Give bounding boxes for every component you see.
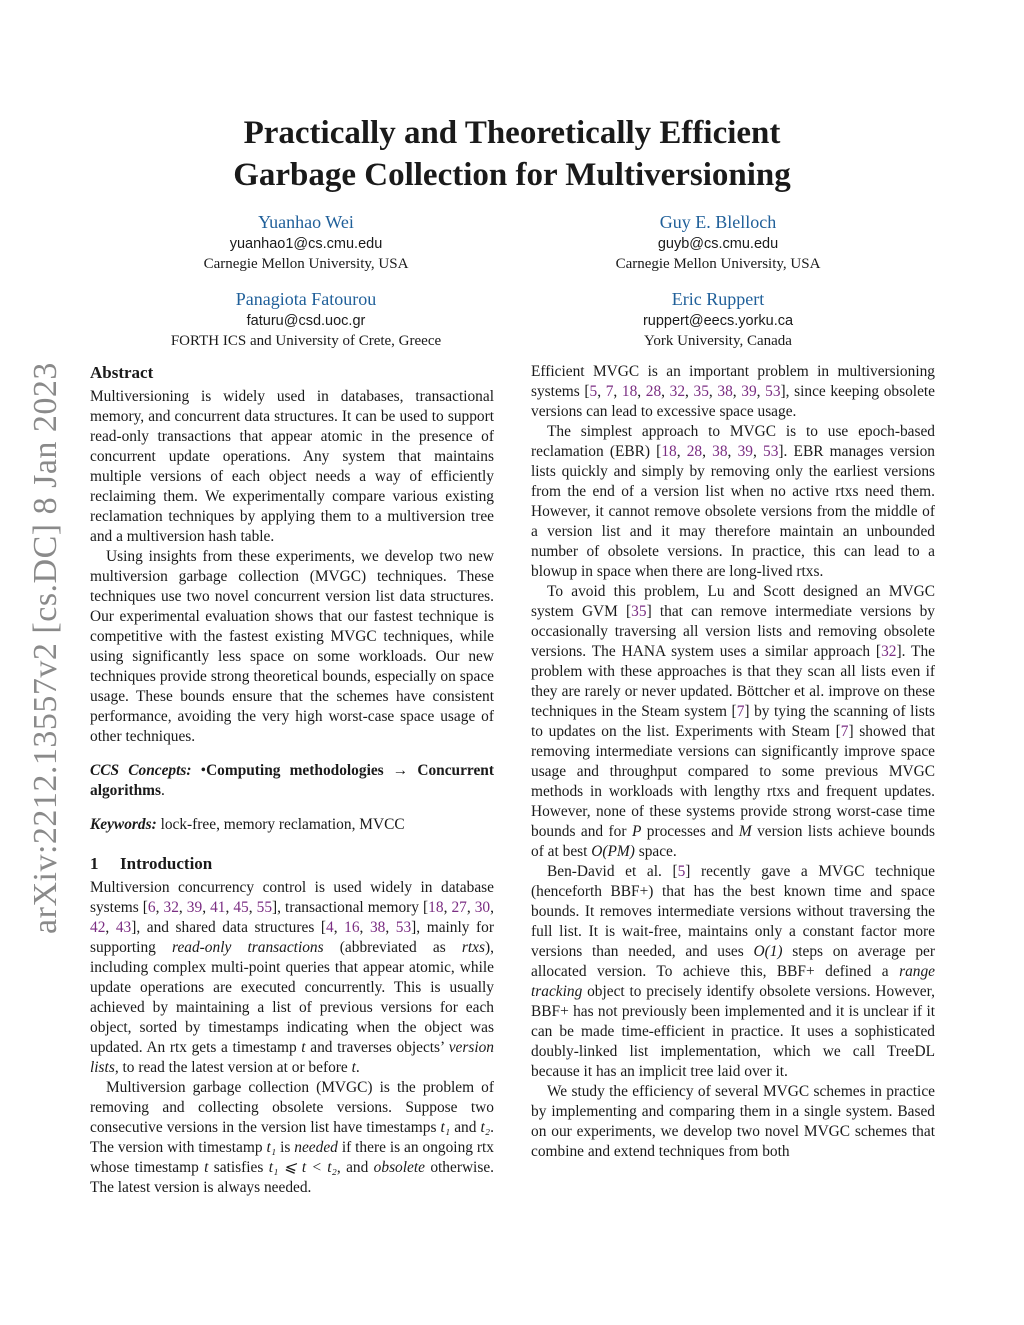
keywords-text: lock-free, memory reclamation, MVCC: [160, 816, 405, 833]
text-run: object to precisely identify obsolete versions. However, BBF+ has not previously been implemented and it is unclear if it can be made time-efficient in practice. It uses a sophisticated doubly-linked list implementation, which we call TreeDL because it has an implicit tree laid over it.: [531, 983, 935, 1080]
text-run: ]. EBR manages version lists quickly and simply by removing only the earliest versions from the end of a version list when no active rtxs need them. However, it cannot remove obsolete versions from the middle of a version list and it may therefore maintain an unbounded number of obsolete versions. In practice, this can lead to a blowup in space when there are long-lived rtxs.: [531, 443, 935, 580]
text-run: ], transactional memory [: [272, 899, 429, 916]
emphasis: range tracking: [531, 963, 935, 1000]
citation-link[interactable]: 18: [428, 899, 444, 916]
section-title: Introduction: [120, 854, 213, 873]
text-run: Multiversion garbage collection (MVGC) is the problem of removing and collecting obsolete versions. Suppose two consecutive versions in the version list have timestamps: [90, 1079, 494, 1136]
author-email: yuanhao1@cs.cmu.edu: [229, 236, 383, 252]
section-number: 1: [90, 854, 99, 873]
keywords: [90, 815, 494, 835]
citation-link[interactable]: 18: [621, 383, 638, 400]
author-affiliation: Carnegie Mellon University, USA: [615, 256, 821, 272]
author-block: [528, 287, 908, 351]
citation-list: 18, 27, 30, 42, 43: [90, 899, 494, 936]
text-run: , to read the latest version at or before: [114, 1059, 352, 1076]
author-name[interactable]: Eric Ruppert: [671, 289, 765, 309]
text-run: . The version with timestamp: [90, 1119, 494, 1156]
math-var: t: [301, 1039, 306, 1056]
citation-link[interactable]: 7: [840, 723, 849, 740]
citation-link[interactable]: 32: [669, 383, 686, 400]
author-email: guyb@cs.cmu.edu: [657, 236, 779, 252]
text-run: Ben-David et al. [: [547, 863, 678, 880]
citation-link[interactable]: 30: [474, 899, 491, 916]
emphasis: needed: [294, 1139, 338, 1156]
citation-link[interactable]: 41: [210, 899, 226, 916]
left-column: [90, 362, 494, 1198]
text-run: ] that can remove intermediate versions by occasionally traversing all version lists and removing obsolete versions. The HANA system uses a similar approach [: [531, 603, 935, 660]
text-run: satisfies: [208, 1159, 269, 1176]
text-run: and traverses objects’: [305, 1039, 449, 1056]
text-run: The simplest approach to MVGC is to use epoch-based reclamation (EBR) [: [531, 423, 935, 460]
citation-link[interactable]: 39: [741, 383, 757, 400]
citation-list: 6, 32, 39, 41, 45, 55: [147, 899, 273, 916]
text-run: ] by tying the scanning of lists to updates on the list. Experiments with Steam [: [531, 703, 935, 740]
math-var: M: [738, 823, 752, 840]
citation-link[interactable]: 38: [717, 383, 733, 400]
text-run: and: [450, 1119, 481, 1136]
text-run: Efficient MVGC is an important problem in multiversioning systems [: [531, 363, 935, 400]
math-var: t: [204, 1159, 209, 1176]
author-block: [116, 210, 496, 274]
paper-title: [90, 112, 934, 196]
math-var: t₂: [480, 1119, 491, 1136]
citation-link[interactable]: 39: [737, 443, 753, 460]
text-run: ], and shared data structures [: [131, 919, 327, 936]
math-var: t: [351, 1059, 356, 1076]
arxiv-id: arXiv:2212.13557v2 [cs.DC] 8 Jan 2023: [27, 362, 65, 934]
text-run: ] recently gave a MVGC technique (henceforth BBF+) that has the best known time and space bounds. It removes intermediate versions without traversing the full list. It is wait-free, maintains only a constant factor more versions than needed, and uses: [531, 863, 935, 960]
title-line-2: Garbage Collection for Multiversioning: [233, 157, 791, 193]
author-affiliation: FORTH ICS and University of Crete, Greece: [170, 333, 442, 349]
emphasis: read-only transactions: [172, 939, 324, 956]
citation-link[interactable]: 53: [765, 383, 781, 400]
body-paragraph: [531, 362, 935, 422]
body-paragraph: [531, 582, 935, 862]
citation-link[interactable]: 38: [712, 443, 728, 460]
author-affiliation: Carnegie Mellon University, USA: [203, 256, 409, 272]
citation-link[interactable]: 27: [451, 899, 467, 916]
text-run: ), including complex multi-point queries that appear atomic, while update operations are executed concurrently. This is usually achieved by maintaining a list of previous versions for each object, sorted by timestamps indicating when the object was updated. An rtx gets a timestamp: [90, 939, 494, 1056]
citation-list: 18, 28, 38, 39, 53: [661, 443, 779, 460]
author-affiliation: York University, Canada: [644, 333, 792, 349]
emphasis: obsolete: [373, 1159, 425, 1176]
citation-link[interactable]: 16: [344, 919, 360, 936]
intro-paragraph: [90, 878, 494, 1078]
citation-link[interactable]: 28: [645, 383, 662, 400]
text-run: processes and: [641, 823, 739, 840]
citation-link[interactable]: 39: [186, 899, 203, 916]
section-heading: [90, 853, 494, 875]
math-expression: O(PM): [591, 843, 635, 860]
author-name[interactable]: Guy E. Blelloch: [659, 212, 777, 232]
citation-link[interactable]: 18: [661, 443, 677, 460]
ccs-concepts: [90, 761, 494, 801]
ccs-text: Computing methodologies → Concurrent algorithms: [90, 762, 494, 799]
citation-link[interactable]: 5: [589, 383, 598, 400]
citation-list: 5, 7, 18, 28, 32, 35, 38, 39, 53: [589, 383, 781, 400]
ccs-label: CCS Concepts:: [90, 762, 192, 779]
citation-link[interactable]: 53: [763, 443, 779, 460]
citation-link[interactable]: 5: [677, 863, 686, 880]
author-email: faturu@csd.uoc.gr: [246, 313, 366, 329]
citation-link[interactable]: 32: [163, 899, 179, 916]
ccs-end: .: [160, 782, 165, 799]
arxiv-stamp: [18, 362, 74, 934]
math-var: t₁: [266, 1139, 277, 1156]
abstract-paragraph: Multiversioning is widely used in databases, transactional memory, and concurrent data structures. It can be used to support read-only transactions that appear atomic in the presence of concurrent update operations. Any system that maintains multiple versions of each object needs a way of efficiently reclaiming them. We experimentally compare various existing reclamation techniques by applying them to a multiversion tree and a multiversion hash table.: [90, 388, 494, 545]
author-name[interactable]: Panagiota Fatourou: [235, 289, 377, 309]
citation-link[interactable]: 6: [147, 899, 156, 916]
text-run: To avoid this problem, Lu and Scott designed an MVGC system GVM [: [531, 583, 935, 620]
math-var: t₁: [440, 1119, 451, 1136]
citation-list: 4, 16, 38, 53: [326, 919, 412, 936]
citation-link[interactable]: 28: [686, 443, 703, 460]
text-run: , and: [336, 1159, 374, 1176]
intro-paragraph: [90, 1078, 494, 1198]
text-run: space.: [634, 843, 677, 860]
emphasis: rtxs: [461, 939, 486, 956]
right-column: [531, 362, 935, 1162]
text-run: otherwise. The latest version is always needed.: [90, 1159, 494, 1196]
citation-link[interactable]: 42: [90, 919, 106, 936]
text-run: ], mainly for supporting: [90, 919, 494, 956]
text-run: .: [355, 1059, 360, 1076]
body-paragraph: [531, 862, 935, 1082]
text-run: ]. The problem with these approaches is that they scan all lists even if they are rarely or never updated. Böttcher et al. improve on these techniques in the Steam system [: [531, 643, 935, 720]
text-run: version lists achieve bounds of at best: [531, 823, 935, 860]
citation-link[interactable]: 35: [693, 383, 709, 400]
math-expression: O(1): [753, 943, 783, 960]
text-run: (abbreviated as: [323, 939, 462, 956]
citation-link[interactable]: 53: [395, 919, 412, 936]
text-run: Multiversion concurrency control is used widely in database systems [: [90, 879, 494, 916]
citation-link[interactable]: 35: [631, 603, 647, 620]
text-run: steps on average per allocated version. To achieve this, BBF+ defined a: [531, 943, 936, 980]
author-name[interactable]: Yuanhao Wei: [258, 212, 354, 232]
citation-link[interactable]: 45: [233, 899, 249, 916]
abstract-heading: Abstract: [90, 363, 154, 382]
citation-link[interactable]: 43: [115, 919, 132, 936]
math-var: P: [631, 823, 642, 840]
citation-link[interactable]: 7: [605, 383, 614, 400]
author-block: [528, 210, 908, 274]
citation-link[interactable]: 32: [881, 643, 897, 660]
author-block: [116, 287, 496, 351]
body-paragraph: We study the efficiency of several MVGC schemes in practice by implementing and comparing them in a single system. Based on our experiments, we develop two novel MVGC schemes that combine and extend techniques from both: [531, 1083, 935, 1160]
math-expression: t₁ ⩽ t < t₂: [268, 1159, 337, 1176]
abstract-paragraph: Using insights from these experiments, we develop two new multiversion garbage collection (MVGC) techniques. These techniques use two novel concurrent version list data structures. Our experimental evaluation shows that our fastest technique is competitive with the fastest existing MVGC techniques, while using significantly less space on some workloads. Our new techniques provide strong theoretical bounds, especially on space usage. These bounds ensure that the schemes have consistent performance, avoiding the very high worst-case space usage of other techniques.: [90, 548, 494, 745]
title-line-1: Practically and Theoretically Efficient: [243, 115, 781, 151]
emphasis: version lists: [90, 1039, 494, 1076]
text-run: ] showed that removing intermediate versions can significantly improve space usage and throughput compared to some previous MVGC methods in workloads with lengthy rtxs and frequent updates. However, none of these systems provide strong worst-case time bounds and for: [531, 723, 936, 840]
author-email: ruppert@eecs.yorku.ca: [642, 313, 794, 329]
text-run: if there is an ongoing rtx whose timestamp: [90, 1139, 495, 1176]
citation-link[interactable]: 4: [326, 919, 334, 936]
citation-link[interactable]: 55: [256, 899, 273, 916]
keywords-label: Keywords:: [90, 816, 157, 833]
body-paragraph: [531, 422, 935, 582]
bullet: •: [200, 762, 207, 779]
citation-link[interactable]: 38: [369, 919, 386, 936]
text-run: ], since keeping obsolete versions can lead to excessive space usage.: [531, 383, 936, 420]
text-run: is: [276, 1139, 295, 1156]
citation-link[interactable]: 7: [736, 703, 745, 720]
